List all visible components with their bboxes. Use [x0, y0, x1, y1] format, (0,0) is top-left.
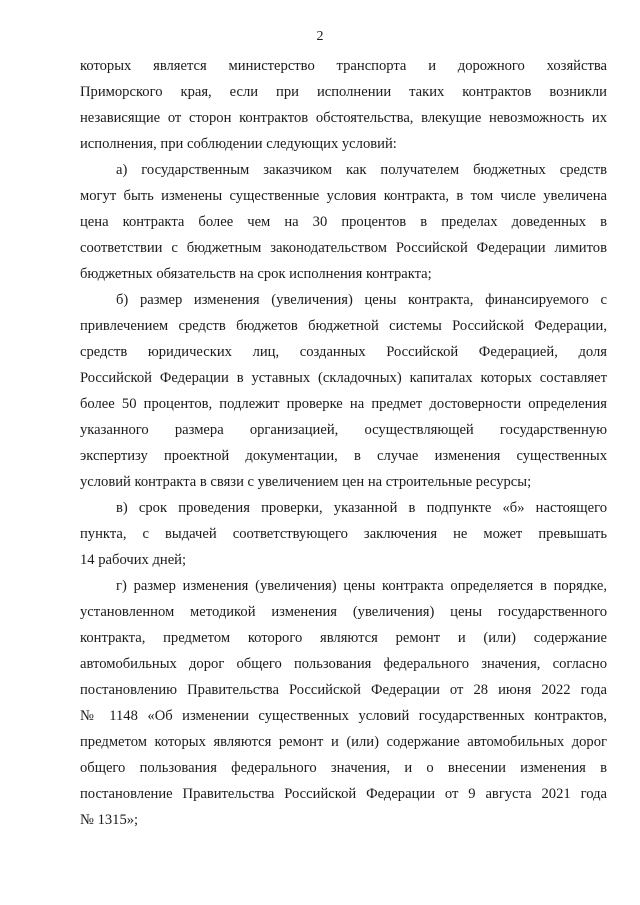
text-line-row: [80, 365, 607, 391]
text-line: цена контракта более чем на 30 процентов в пределах доведенных в: [80, 214, 607, 230]
text-line: указанного размера организацией, осуществляющей государственную: [80, 422, 607, 438]
paragraph-item-b: [80, 287, 607, 313]
text-line-row: [80, 261, 607, 287]
text-line-row: [80, 547, 607, 573]
text-line: Приморского края, если при исполнении таких контрактов возникли: [80, 84, 607, 100]
text-line-row: [80, 703, 607, 729]
paragraph-item-a: [80, 157, 607, 183]
text-line-row: [80, 183, 607, 209]
text-line-row: [80, 313, 607, 339]
text-line-row: [80, 729, 607, 755]
text-line-row: [80, 651, 607, 677]
paragraph-item-v: [80, 495, 607, 521]
text-line: автомобильных дорог общего пользования федерального значения, согласно: [80, 656, 607, 672]
text-line: контракта, предметом которого являются ремонт и (или) содержание: [80, 630, 607, 646]
text-line-row: [80, 677, 607, 703]
page-number: 2: [316, 29, 324, 44]
text-line: бюджетных обязательств на срок исполнения контракта;: [80, 266, 432, 282]
text-line-row: [80, 339, 607, 365]
text-line: независящие от сторон контрактов обстоятельства, влекущие невозможность их: [80, 110, 607, 126]
text-line: постановлению Правительства Российской Федерации от 28 июня 2022 года: [80, 682, 607, 698]
text-line-row: [80, 755, 607, 781]
text-line: пункта, с выдачей соответствующего заключения не может превышать: [80, 526, 607, 542]
text-line: соответствии с бюджетным законодательством Российской Федерации лимитов: [80, 240, 607, 256]
text-line: б) размер изменения (увеличения) цены контракта, финансируемого с: [116, 292, 607, 308]
text-line: могут быть изменены существенные условия контракта, в том числе увеличена: [80, 188, 607, 204]
text-line: а) государственным заказчиком как получателем бюджетных средств: [116, 162, 607, 178]
text-line-row: [80, 391, 607, 417]
text-line: Российской Федерации в уставных (складочных) капиталах которых составляет: [80, 370, 607, 386]
text-line: в) срок проведения проверки, указанной в подпункте «б» настоящего: [116, 500, 607, 516]
paragraph-item-g: [80, 573, 607, 599]
text-line: которых является министерство транспорта и дорожного хозяйства: [80, 58, 607, 74]
text-line: условий контракта в связи с увеличением цен на строительные ресурсы;: [80, 474, 532, 490]
text-line: более 50 процентов, подлежит проверке на предмет достоверности определения: [80, 396, 607, 412]
text-line: общего пользования федерального значения, и о внесении изменения в: [80, 760, 607, 776]
text-line: экспертизу проектной документации, в случае изменения существенных: [80, 448, 607, 464]
text-line-row: [80, 79, 607, 105]
text-line-row: [80, 521, 607, 547]
text-line: постановление Правительства Российской Федерации от 9 августа 2021 года: [80, 786, 607, 802]
text-line-row: [80, 417, 607, 443]
text-line: № 1148 «Об изменении существенных условий государственных контрактов,: [80, 708, 607, 724]
text-line-row: [80, 443, 607, 469]
text-line-row: [80, 469, 607, 495]
text-line: исполнения, при соблюдении следующих условий:: [80, 136, 397, 152]
text-line: привлечением средств бюджетов бюджетной системы Российской Федерации,: [80, 318, 607, 334]
paragraph-continuation: [80, 53, 607, 79]
text-line: г) размер изменения (увеличения) цены контракта определяется в порядке,: [116, 578, 607, 594]
text-line: предметом которых являются ремонт и (или) содержание автомобильных дорог: [80, 734, 607, 750]
text-line: установленном методикой изменения (увеличения) цены государственного: [80, 604, 607, 620]
text-line-row: [80, 131, 607, 157]
text-line-row: [80, 781, 607, 807]
text-line-row: [80, 599, 607, 625]
text-line-row: [80, 209, 607, 235]
text-line: № 1315»;: [80, 812, 139, 828]
text-line-row: [80, 807, 607, 833]
document-body: [80, 53, 607, 833]
text-line: средств юридических лиц, созданных Российской Федерацией, доля: [80, 344, 607, 360]
text-line-row: [80, 235, 607, 261]
text-line-row: [80, 625, 607, 651]
text-line: 14 рабочих дней;: [80, 552, 187, 568]
text-line-row: [80, 105, 607, 131]
